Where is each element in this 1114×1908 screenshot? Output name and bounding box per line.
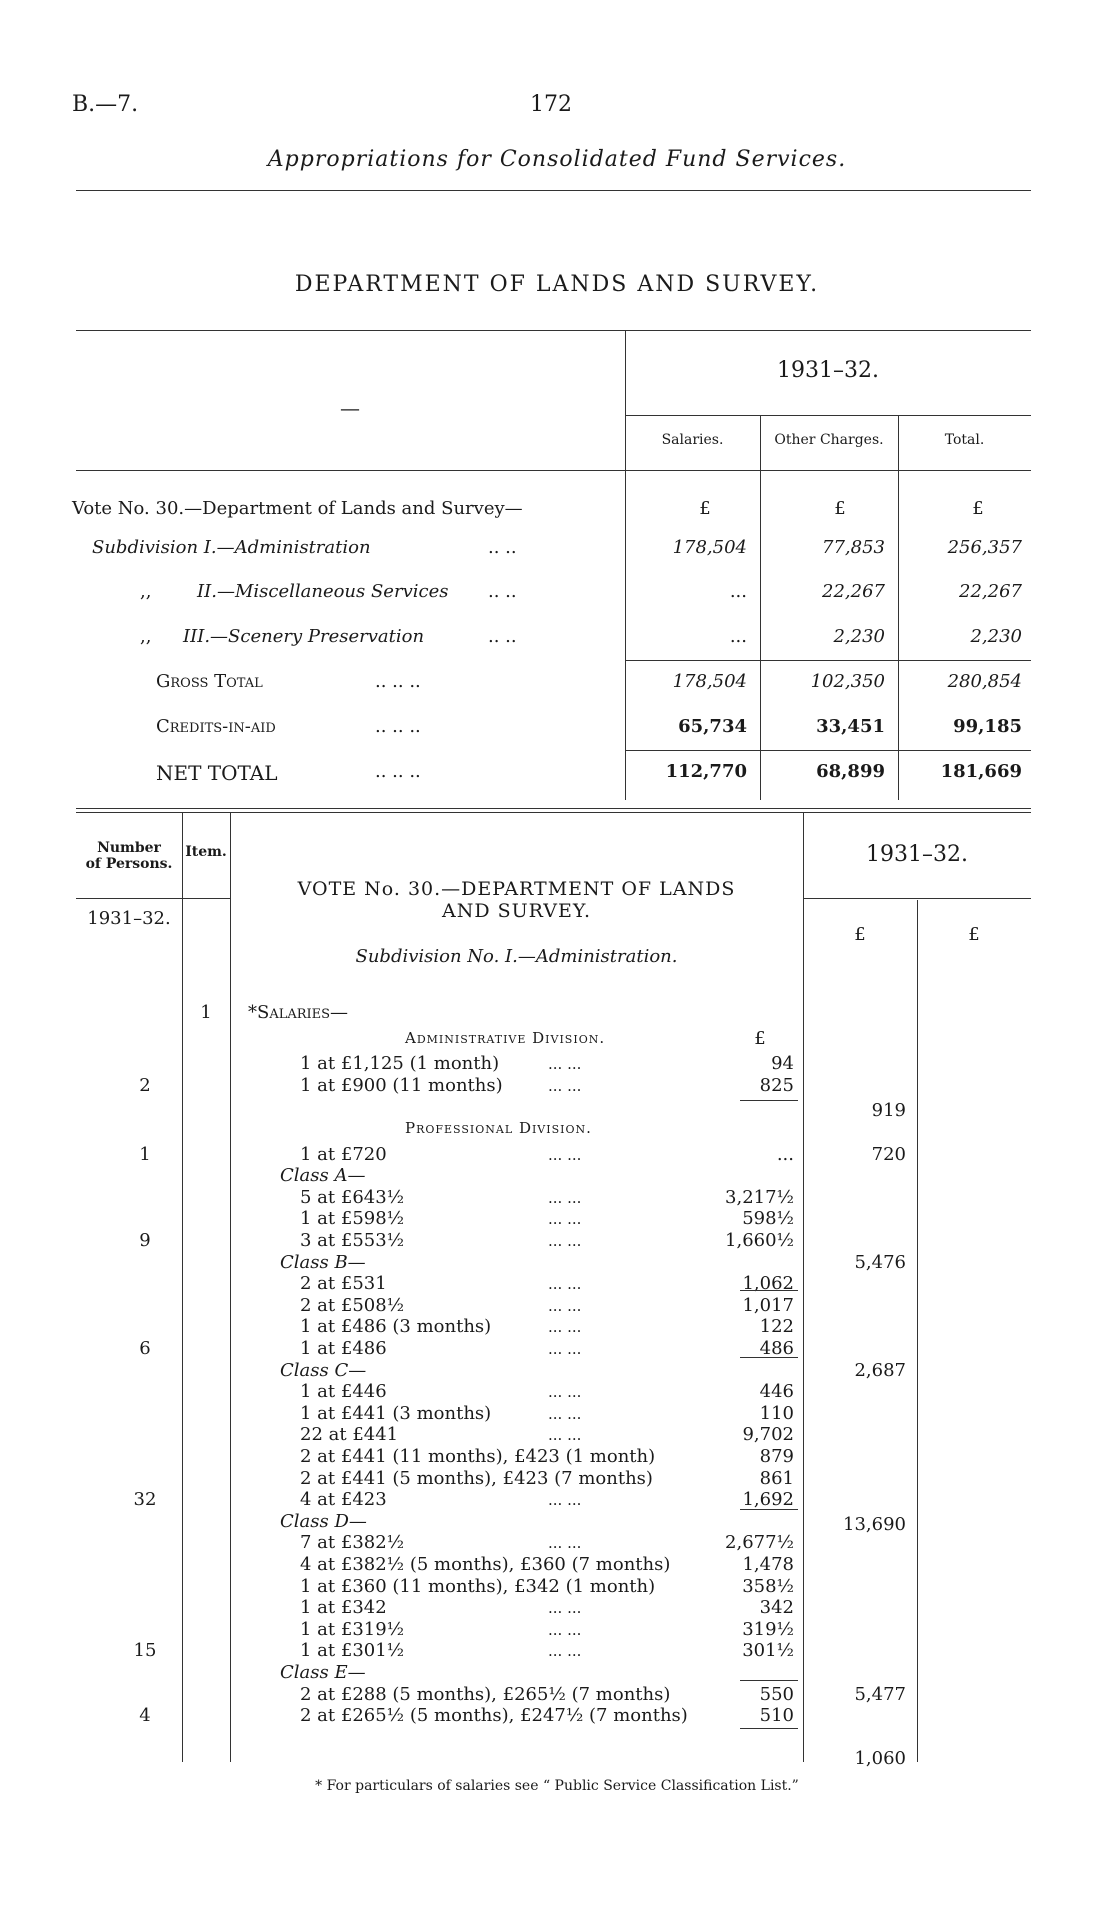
subdivision-row-3-total: 2,230	[970, 626, 1022, 647]
subtotal-value: 5,476	[854, 1252, 906, 1273]
subdivision-row-2-prefix: ,,	[140, 581, 152, 602]
salary-line-text: 2 at £265½ (5 months), £247½ (7 months)	[300, 1705, 688, 1726]
page-number: 172	[530, 92, 572, 117]
amount-group-rule	[740, 1728, 798, 1729]
subdivision-heading: Subdivision No. I.—Administration.	[355, 946, 678, 967]
persons-count: 1	[139, 1144, 151, 1165]
salary-line-text: 1 at £342	[300, 1597, 387, 1618]
credits-in-aid-total: 99,185	[953, 716, 1022, 737]
salary-line-amount: 1,660½	[725, 1230, 794, 1251]
salary-line-text: 4 at £382½ (5 months), £360 (7 months)	[300, 1554, 671, 1575]
salary-line-amount: 1,017	[742, 1295, 794, 1316]
salary-line-text: 1 at £301½	[300, 1640, 405, 1661]
persons-count: 32	[133, 1489, 157, 1510]
subdivision-row-2-salaries: ...	[729, 581, 747, 602]
subdivision-row-1-other: 77,853	[822, 537, 885, 558]
salary-line-text: 22 at £441	[300, 1424, 399, 1445]
col-year-right: 1931–32.	[866, 842, 968, 867]
salary-line-dots: ... ...	[548, 1340, 582, 1358]
subdivision-row-3-salaries: ...	[729, 626, 747, 647]
salary-line-dots: ... ...	[548, 1642, 582, 1660]
salary-line-amount: 358½	[742, 1576, 794, 1597]
net-total-salaries: 112,770	[665, 761, 747, 782]
col-salaries-header: Salaries.	[661, 432, 724, 448]
salary-line-amount: 3,217½	[725, 1187, 794, 1208]
salary-line-text: 1 at £598½	[300, 1208, 405, 1229]
salary-line-dots: ... ...	[548, 1534, 582, 1552]
pound-subtotal-column: £	[854, 924, 866, 945]
summary-year: 1931–32.	[777, 358, 879, 383]
subtotal-value: 5,477	[854, 1684, 906, 1705]
credits-in-aid-dots: .. .. ..	[375, 716, 421, 737]
salary-line-dots: ... ...	[548, 1318, 582, 1336]
col-item-header: Item.	[185, 844, 227, 860]
salary-line-amount: 1,478	[742, 1554, 794, 1575]
salary-line-text: 1 at £900 (11 months)	[300, 1075, 503, 1096]
salary-line-amount: 94	[771, 1053, 794, 1074]
amount-group-rule	[740, 1100, 798, 1101]
subdivision-row-1-dots: .. ..	[488, 537, 517, 558]
salary-line-amount: 1,692	[742, 1489, 794, 1510]
gross-total-total: 280,854	[947, 671, 1022, 692]
net-total-other: 68,899	[816, 761, 885, 782]
persons-count: 6	[139, 1338, 151, 1359]
subtotal-value: 2,687	[854, 1360, 906, 1381]
document-reference: B.—7.	[72, 92, 139, 117]
pound-salaries: £	[699, 498, 711, 519]
header-rule	[76, 190, 1031, 191]
credits-in-aid-other: 33,451	[816, 716, 885, 737]
amount-group-rule	[740, 1290, 798, 1291]
salary-line-amount: 122	[759, 1316, 794, 1337]
subdivision-row-3-dots: .. ..	[488, 626, 517, 647]
salary-line-amount: 486	[759, 1338, 794, 1359]
salary-line-amount: 319½	[742, 1619, 794, 1640]
salary-line-dots: ... ...	[548, 1189, 582, 1207]
amount-group-rule	[740, 1357, 798, 1358]
gross-total-other: 102,350	[810, 671, 885, 692]
salary-line-text: 1 at £319½	[300, 1619, 405, 1640]
subtotal-value: 919	[871, 1100, 906, 1121]
salary-line-text: 2 at £508½	[300, 1295, 405, 1316]
salary-line-text: 1 at £446	[300, 1381, 387, 1402]
salary-line-text: 2 at £288 (5 months), £265½ (7 months)	[300, 1684, 671, 1705]
salary-line-amount: 9,702	[742, 1424, 794, 1445]
subdivision-row-1-label: Subdivision I.—Administration	[92, 537, 371, 558]
net-total-dots: .. .. ..	[375, 761, 421, 782]
subdivision-row-2-dots: .. ..	[488, 581, 517, 602]
salary-line-dots: ... ...	[548, 1491, 582, 1509]
salary-line-text: 7 at £382½	[300, 1532, 405, 1553]
pound-amount-column: £	[754, 1028, 766, 1049]
salary-line-dots: ... ...	[548, 1077, 582, 1095]
salary-line-dots: ... ...	[548, 1383, 582, 1401]
pound-total-column: £	[968, 924, 980, 945]
salary-line-dots: ... ...	[548, 1621, 582, 1639]
net-total-total: 181,669	[940, 761, 1022, 782]
salary-line-amount: 1,062	[742, 1273, 794, 1294]
subdivision-row-1-salaries: 178,504	[672, 537, 747, 558]
footnote: * For particulars of salaries see “ Public Service Classification List.”	[315, 1778, 799, 1794]
administrative-division-heading: Administrative Division.	[405, 1029, 606, 1047]
salary-line-amount: 861	[759, 1468, 794, 1489]
salary-line-text: 1 at £1,125 (1 month)	[300, 1053, 500, 1074]
salary-line-text: 1 at £720	[300, 1144, 387, 1165]
persons-count: 2	[139, 1075, 151, 1096]
salary-line-dots: ... ...	[548, 1275, 582, 1293]
salary-line-dots: ... ...	[548, 1232, 582, 1250]
salary-line-text: Class A—	[280, 1165, 366, 1186]
subdivision-row-3-prefix: ,,	[140, 626, 152, 647]
credits-in-aid-label: Credits-in-aid	[156, 716, 276, 737]
salary-line-text: 2 at £441 (5 months), £423 (7 months)	[300, 1468, 653, 1489]
salary-line-text: 5 at £643½	[300, 1187, 405, 1208]
salary-line-amount: 342	[759, 1597, 794, 1618]
salary-line-dots: ... ...	[548, 1146, 582, 1164]
subtotal-value: 1,060	[854, 1748, 906, 1769]
salary-line-dots: ... ...	[548, 1599, 582, 1617]
amount-group-rule	[740, 1509, 798, 1510]
subdivision-row-2-total: 22,267	[959, 581, 1022, 602]
subdivision-row-3-label: III.—Scenery Preservation	[183, 626, 425, 647]
salaries-heading: *Salaries—	[248, 1002, 349, 1023]
stub-dash: —	[340, 396, 360, 420]
salary-line-dots: ... ...	[548, 1297, 582, 1315]
salary-line-text: 2 at £441 (11 months), £423 (1 month)	[300, 1446, 656, 1467]
salary-line-amount: 301½	[742, 1640, 794, 1661]
page-subtitle: Appropriations for Consolidated Fund Services.	[267, 147, 847, 172]
page-title: DEPARTMENT OF LANDS AND SURVEY.	[294, 272, 820, 297]
gross-total-dots: .. .. ..	[375, 671, 421, 692]
pound-total: £	[972, 498, 984, 519]
salary-line-text: 3 at £553½	[300, 1230, 405, 1251]
salary-line-text: 2 at £531	[300, 1273, 387, 1294]
salary-line-text: Class B—	[280, 1252, 366, 1273]
salary-line-text: 1 at £486	[300, 1338, 387, 1359]
subdivision-row-2-other: 22,267	[822, 581, 885, 602]
persons-count: 9	[139, 1230, 151, 1251]
net-total-label: NET TOTAL	[156, 761, 278, 785]
salary-line-text: 1 at £360 (11 months), £342 (1 month)	[300, 1576, 656, 1597]
salary-line-amount: 2,677½	[725, 1532, 794, 1553]
professional-division-heading: Professional Division.	[405, 1119, 592, 1137]
subdivision-row-3-other: 2,230	[833, 626, 885, 647]
pound-other: £	[834, 498, 846, 519]
persons-count: 4	[139, 1705, 151, 1726]
salary-line-dots: ... ...	[548, 1405, 582, 1423]
salary-line-amount: 550	[759, 1684, 794, 1705]
col-total-header: Total.	[944, 432, 985, 448]
salary-line-dots: ... ...	[548, 1055, 582, 1073]
salary-line-amount: 110	[759, 1403, 794, 1424]
salary-line-dots: ... ...	[548, 1210, 582, 1228]
salary-line-amount: ...	[776, 1144, 794, 1165]
subdivision-row-1-total: 256,357	[947, 537, 1022, 558]
vote-title-line-1: VOTE No. 30.—DEPARTMENT OF LANDS	[297, 878, 736, 900]
salary-line-text: 1 at £486 (3 months)	[300, 1316, 492, 1337]
salary-line-amount: 510	[759, 1705, 794, 1726]
gross-total-salaries: 178,504	[672, 671, 747, 692]
vote-title-line-2: AND SURVEY.	[441, 900, 591, 922]
credits-in-aid-salaries: 65,734	[678, 716, 747, 737]
col-number-header-2: of Persons.	[85, 856, 173, 872]
salary-line-text: 4 at £423	[300, 1489, 387, 1510]
col-other-header: Other Charges.	[774, 432, 884, 448]
subtotal-value: 720	[871, 1144, 906, 1165]
salary-line-text: Class E—	[280, 1662, 366, 1683]
salary-line-amount: 446	[759, 1381, 794, 1402]
salary-line-dots: ... ...	[548, 1426, 582, 1444]
persons-count: 15	[133, 1640, 157, 1661]
subdivision-row-2-label: II.—Miscellaneous Services	[197, 581, 449, 602]
vote-label: Vote No. 30.—Department of Lands and Survey—	[72, 498, 523, 519]
salary-line-text: 1 at £441 (3 months)	[300, 1403, 492, 1424]
salary-line-text: Class C—	[280, 1360, 367, 1381]
salary-line-amount: 598½	[742, 1208, 794, 1229]
subtotal-value: 13,690	[843, 1514, 906, 1535]
amount-group-rule	[740, 1680, 798, 1681]
col-year-left: 1931–32.	[87, 908, 171, 929]
salary-line-amount: 825	[759, 1075, 794, 1096]
salary-line-text: Class D—	[280, 1511, 367, 1532]
item-number: 1	[200, 1002, 212, 1023]
gross-total-label: Gross Total	[156, 671, 263, 692]
salary-line-amount: 879	[759, 1446, 794, 1467]
col-number-header-1: Number	[97, 840, 161, 856]
